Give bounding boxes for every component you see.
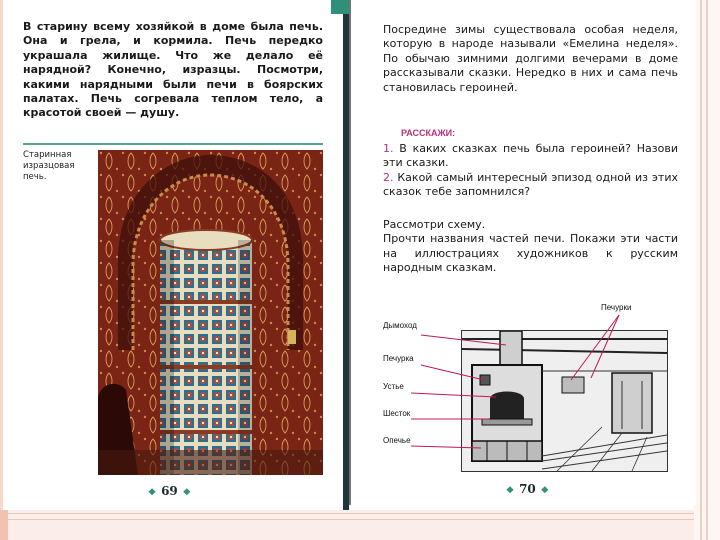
question-number: 1. bbox=[383, 142, 394, 155]
scheme-task: Прочти названия частей печи. Покажи эти части на иллюстрациях художников к русским народным сказкам. bbox=[383, 232, 678, 275]
section-divider bbox=[23, 143, 323, 145]
left-page-number bbox=[143, 484, 196, 498]
pointer-line bbox=[571, 315, 619, 380]
question-text: Какой самый интересный эпизод одной из этих сказок тебе запомнился? bbox=[383, 170, 678, 199]
right-page bbox=[349, 0, 696, 505]
tiled-stove-illustration bbox=[98, 150, 323, 475]
label-dymokhod: Дымоход bbox=[383, 321, 417, 330]
slide-frame-line bbox=[706, 0, 708, 540]
slide-frame-corner bbox=[0, 510, 8, 540]
slide-frame-bottom bbox=[0, 510, 700, 540]
slide-frame-line bbox=[0, 513, 700, 514]
question-text: В каких сказках печь была героиней? Назови эти сказки. bbox=[383, 142, 678, 170]
diagram-pointers bbox=[351, 0, 696, 505]
pointer-line bbox=[421, 365, 484, 380]
label-pechurki: Печурки bbox=[601, 303, 632, 312]
ornament-icon: ❖ bbox=[182, 488, 191, 498]
slide-frame-line bbox=[0, 519, 700, 520]
label-shestok: Шесток bbox=[383, 409, 411, 418]
right-page-paragraph: Посредине зимы существовала особая неделя, которую в народе называли «Емелина неделя». По обычаю зимними долгими вечерами в доме рассказывали сказки. Нередко в них и сама печь становилась героиней. bbox=[383, 23, 678, 94]
left-page-paragraph: В старину всему хозяйкой в доме была печь. Она и грела, и кормила. Печь передко украшала жилище. Что же делало её нарядной? Конечно, изразцы. Посмотри, какими нарядными были печи в боярских палатах. Печь согревала теплом тело, а красотой своей — душу. bbox=[23, 20, 323, 120]
right-page-number-value: 70 bbox=[519, 482, 536, 496]
question-number: 2. bbox=[383, 170, 394, 184]
pointer-line bbox=[411, 446, 481, 448]
pointer-line bbox=[411, 393, 496, 397]
pointer-line bbox=[421, 335, 506, 345]
ornament-icon: ❖ bbox=[148, 488, 157, 498]
ornament-icon: ❖ bbox=[540, 486, 549, 496]
label-pechurka: Печурка bbox=[383, 354, 414, 363]
ornament-icon: ❖ bbox=[506, 486, 515, 496]
left-page-number-value: 69 bbox=[161, 484, 178, 498]
left-page bbox=[3, 0, 346, 510]
right-page-number bbox=[501, 482, 554, 496]
label-uste: Устье bbox=[383, 382, 404, 391]
tiled-stove-photo bbox=[98, 150, 323, 475]
label-opechye: Опечье bbox=[383, 436, 411, 445]
task-heading: РАССКАЖИ: bbox=[401, 128, 456, 138]
scheme-intro: Рассмотри схему. bbox=[383, 218, 486, 231]
photo-caption: Старинная изразцовая печь. bbox=[23, 150, 75, 182]
slide-frame-line bbox=[700, 0, 702, 540]
